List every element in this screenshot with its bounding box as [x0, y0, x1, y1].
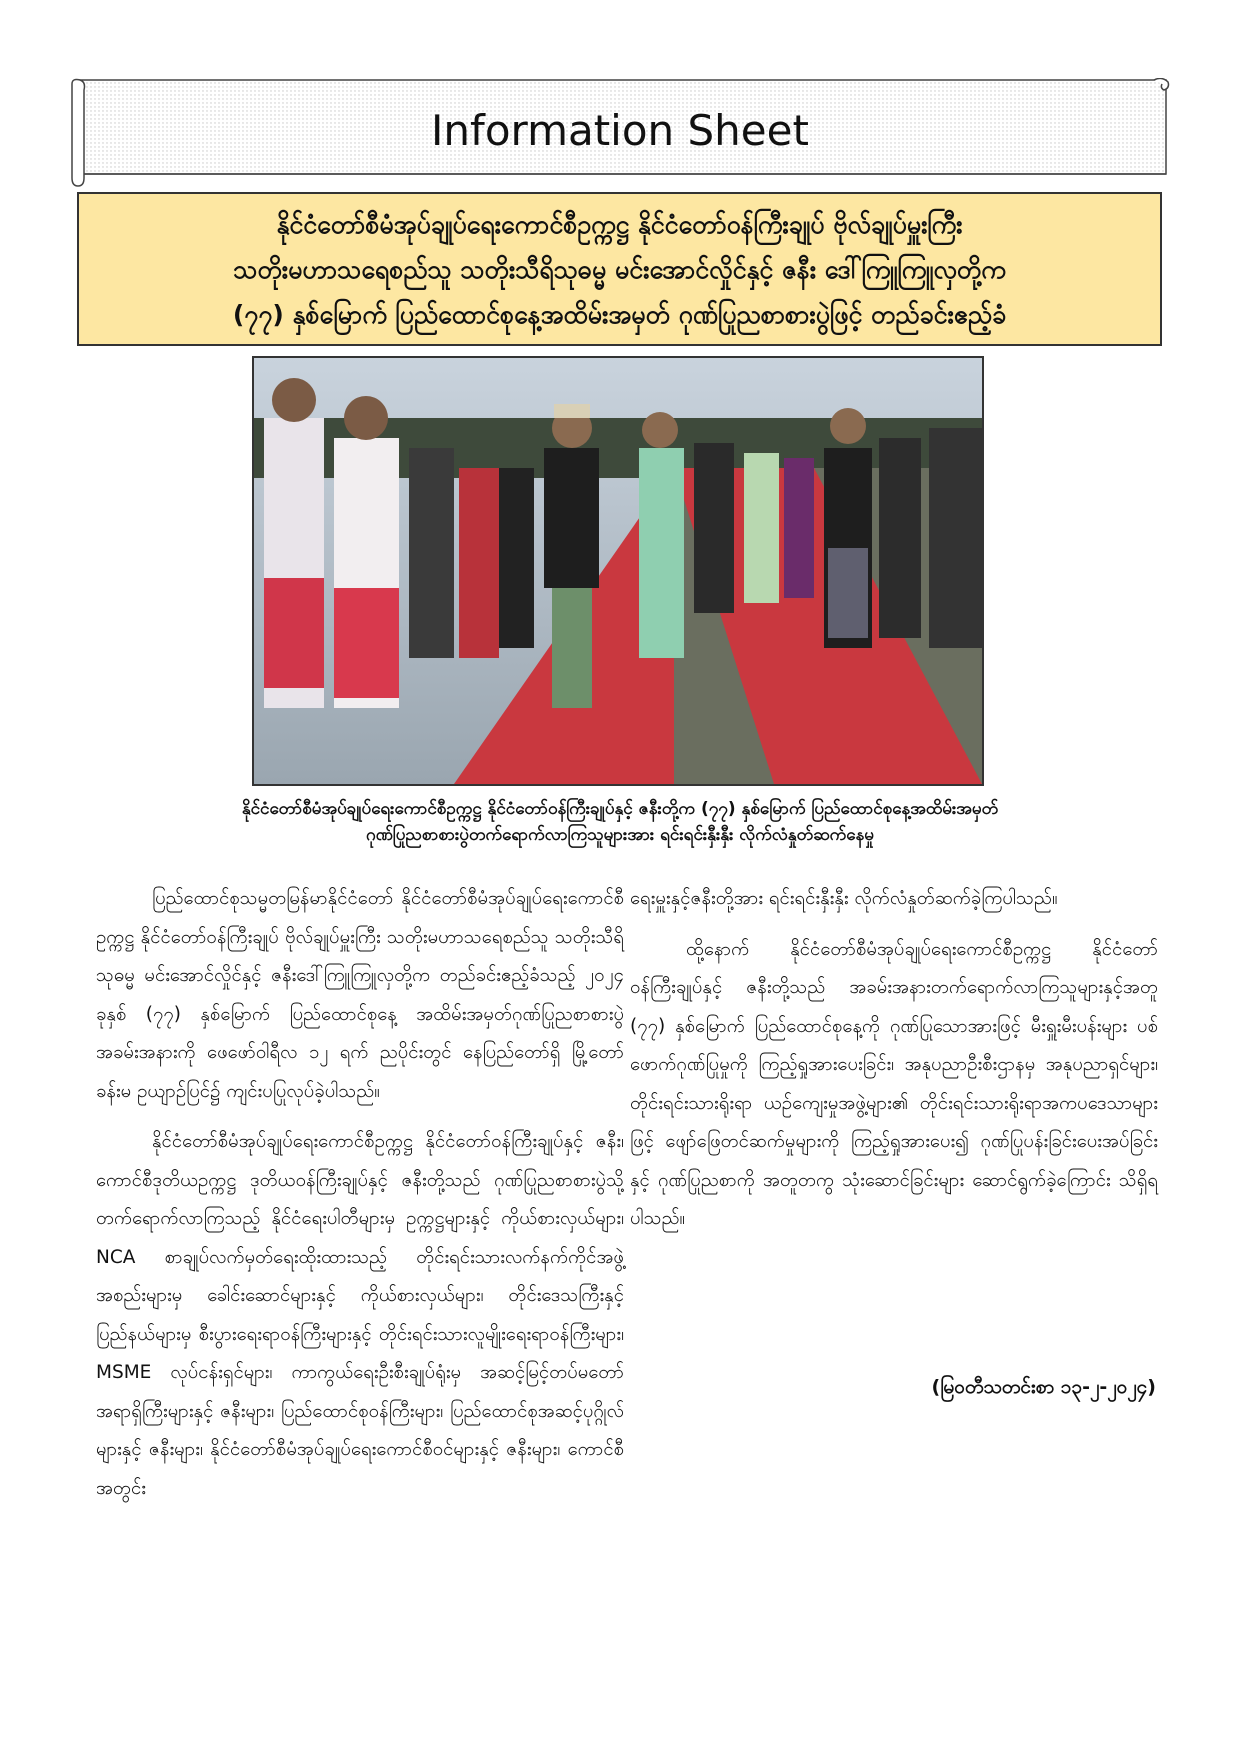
article-paragraph: ရေးမှူးနှင့်ဇနီးတို့အား ရင်းရင်းနှီးနှီး လိုက်လံနှုတ်ဆက်ခဲ့ကြပါသည်။ [630, 888, 1058, 909]
article-paragraph: ပြည်ထောင်စုသမ္မတမြန်မာနိုင်ငံတော် နိုင်ငံတော်စီမံအုပ်ချုပ်ရေးကောင်စီဥက္ကဋ္ဌ နိုင်ငံတော်ဝန်ကြီးချုပ် ဗိုလ်ချုပ်မှူးကြီး သတိုးမဟာသရေစည်သူ သတိုးသီရိသုဓမ္မ မင်းအောင်လှိုင်နှင့် ဇနီးဒေါ်ကြူကြူလှတို့က တည်ခင်းဧည့်ခံသည့် ၂၀၂၄ ခုနှစ် (၇၇) နှစ်မြောက် ပြည်ထောင်စုနေ့ အထိမ်းအမှတ်ဂုဏ်ပြုညစာစားပွဲ အခမ်းအနားကို ဖေဖော်ဝါရီလ ၁၂ ရက် ညပိုင်းတွင် နေပြည်တော်ရှိ မြို့တော်ခန်းမ ဥယျာဉ်ပြင်၌ ကျင်းပပြုလုပ်ခဲ့ပါသည်။ [96, 888, 624, 1102]
page-title: Information Sheet [431, 106, 809, 155]
title-banner [70, 78, 1170, 188]
leader-figure [544, 404, 599, 708]
article-column-right [630, 880, 1158, 1251]
article-paragraph: နိုင်ငံတော်စီမံအုပ်ချုပ်ရေးကောင်စီဥက္ကဋ္ဌ နိုင်ငံတော်ဝန်ကြီးချုပ်နှင့် ဇနီး၊ ကောင်စီဒုတိယဥက္ကဋ္ဌ ဒုတိယဝန်ကြီးချုပ်နှင့် ဇနီးတို့သည် ဂုဏ်ပြုညစာစားပွဲသို့ တက်ရောက်လာကြသည့် နိုင်ငံရေးပါတီများမှ ဥက္ကဋ္ဌများနှင့် ကိုယ်စားလှယ်များ၊ NCA စာချုပ်လက်မှတ်ရေးထိုးထားသည့် တိုင်းရင်းသားလက်နက်ကိုင်အဖွဲ့အစည်းများမှ ခေါင်းဆောင်များနှင့် ကိုယ်စားလှယ်များ၊ တိုင်းဒေသကြီးနှင့် ပြည်နယ်များမှ စီးပွားရေးရာဝန်ကြီးများနှင့် တိုင်းရင်းသားလူမျိုးရေးရာဝန်ကြီးများ၊ MSME လုပ်ငန်းရှင်များ၊ ကာကွယ်ရေးဦးစီးချုပ်ရုံးမှ အဆင့်မြင့်တပ်မတော်အရာရှိကြီးများနှင့် ဇနီးများ၊ ပြည်ထောင်စုဝန်ကြီးများ၊ ပြည်ထောင်စုအဆင့်ပုဂ္ဂိုလ်များနှင့် ဇနီးများ၊ နိုင်ငံတော်စီမံအုပ်ချုပ်ရေးကောင်စီဝင်များနှင့် ဇနီးများ၊ ကောင်စီအတွင်း [96, 1131, 624, 1499]
photo-caption [110, 796, 1130, 848]
caption-line-1: နိုင်ငံတော်စီမံအုပ်ချုပ်ရေးကောင်စီဥက္ကဋ္ဌ နိုင်ငံတော်ဝန်ကြီးချုပ်နှင့် ဇနီးတို့က (၇၇) နှစ်မြောက် ပြည်ထောင်စုနေ့အထိမ်းအမှတ် [241, 799, 999, 819]
headline-line-3: (၇၇) နှစ်မြောက် ပြည်ထောင်စုနေ့အထိမ်းအမှတ် ဂုဏ်ပြုညစာစားပွဲဖြင့် တည်ခင်းဧည့်ခံ [232, 299, 1007, 329]
headline-line-1: နိုင်ငံတော်စီမံအုပ်ချုပ်ရေးကောင်စီဥက္ကဋ္ဌ နိုင်ငံတော်ဝန်ကြီးချုပ် ဗိုလ်ချုပ်မှူးကြီး [276, 209, 963, 239]
headline-line-2: သတိုးမဟာသရေစည်သူ သတိုးသီရိသုဓမ္မ မင်းအောင်လှိုင်နှင့် ဇနီး ဒေါ်ကြူကြူလှတို့က [233, 254, 1006, 284]
photo-illustration [254, 358, 982, 784]
headline-box [77, 192, 1162, 346]
source-citation: (မြဝတီသတင်းစာ ၁၃-၂-၂၀၂၄) [931, 1376, 1156, 1398]
reception-photo [252, 356, 984, 786]
article-paragraph: ထို့နောက် နိုင်ငံတော်စီမံအုပ်ချုပ်ရေးကောင်စီဥက္ကဋ္ဌ နိုင်ငံတော်ဝန်ကြီးချုပ်နှင့် ဇနီးတို့သည် အခမ်းအနားတက်ရောက်လာကြသူများနှင့်အတူ (၇၇) နှစ်မြောက် ပြည်ထောင်စုနေ့ကို ဂုဏ်ပြုသောအားဖြင့် မီးရှူးမီးပန်းများ ပစ်ဖောက်ဂုဏ်ပြုမှုကို ကြည့်ရှုအားပေးခြင်း၊ အနုပညာဦးစီးဌာနမှ အနုပညာရှင်များ၊ တိုင်းရင်းသားရိုးရာ ယဉ်ကျေးမှုအဖွဲ့များ၏ တိုင်းရင်းသားရိုးရာအကပဒေသာများဖြင့် ဖျော်ဖြေတင်ဆက်မှုများကို ကြည့်ရှုအားပေး၍ ဂုဏ်ပြုပန်းခြင်းပေးအပ်ခြင်းနှင့် ဂုဏ်ပြုညစာကို အတူတကွ သုံးဆောင်ခြင်းများ ဆောင်ရွက်ခဲ့ကြောင်း သိရှိရပါသည်။ [630, 938, 1158, 1229]
article-column-left [96, 880, 624, 1520]
caption-line-2: ဂုဏ်ပြုညစာစားပွဲတက်ရောက်လာကြသူများအား ရင်းရင်းနှီးနှီး လိုက်လံနှုတ်ဆက်နေမှု [366, 825, 874, 845]
